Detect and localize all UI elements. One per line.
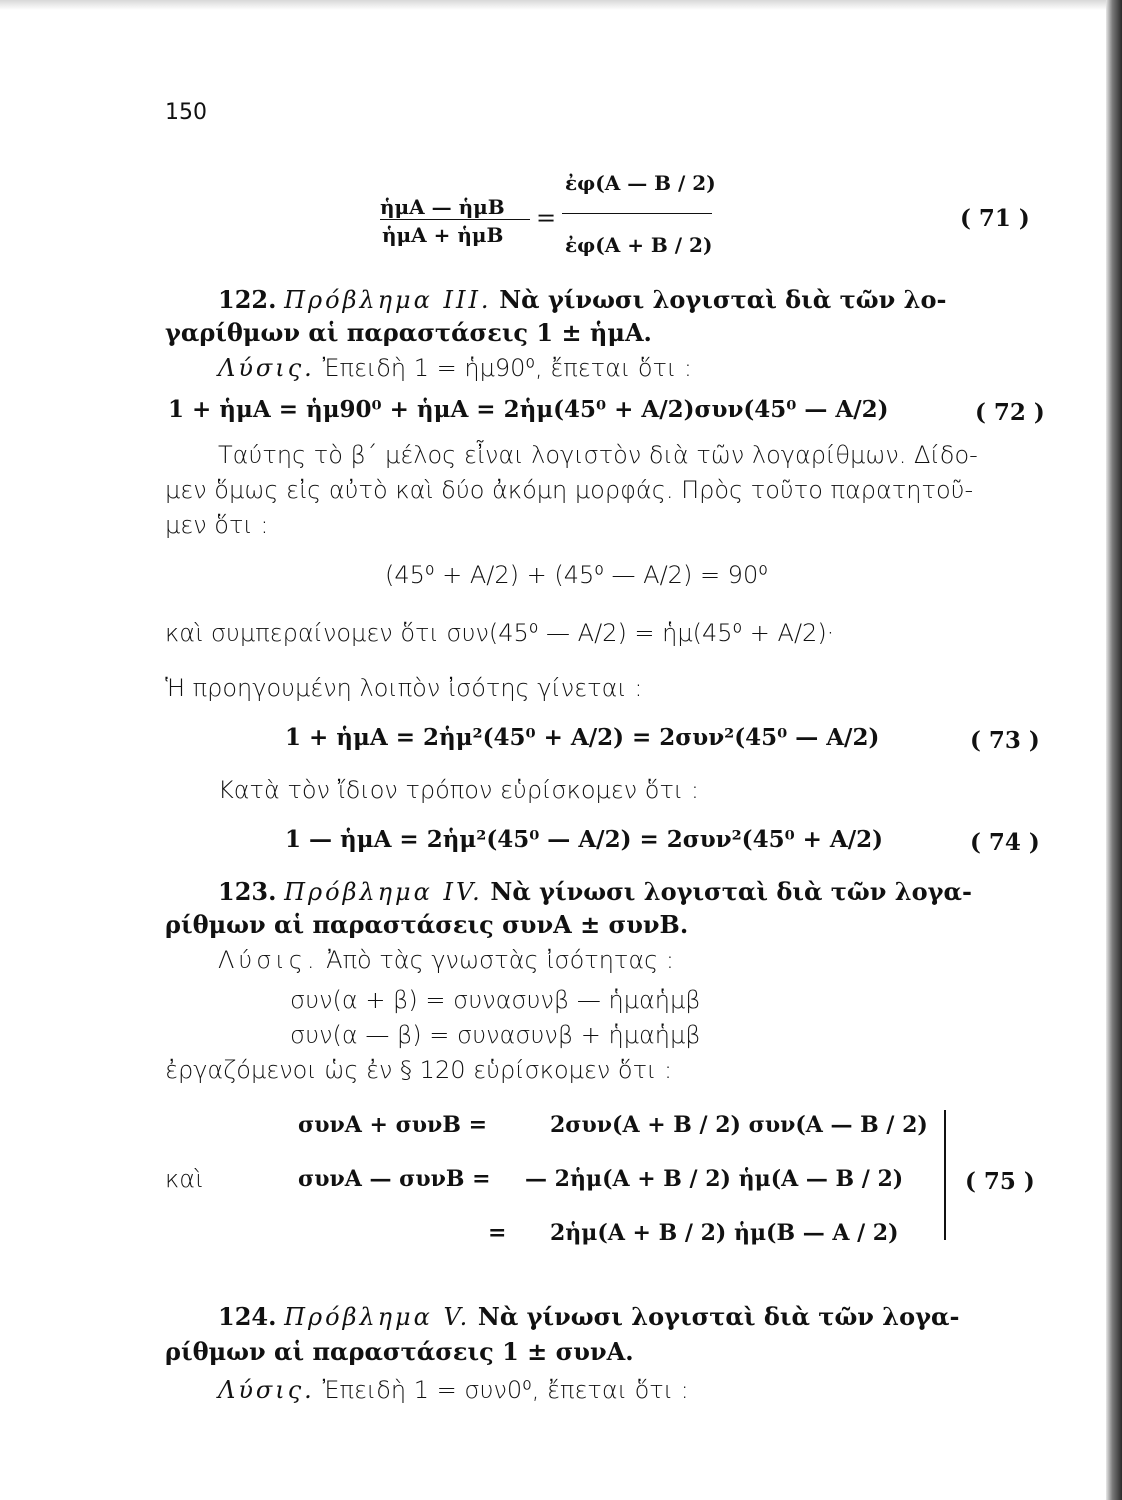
problem-123-number: 123. xyxy=(218,877,277,906)
eq75-row1-rhs: 2συν(Α + Β / 2) συν(Α — Β / 2) xyxy=(550,1112,928,1138)
eq73: 1 + ἡμΑ = 2ἡμ²(45⁰ + Α/2) = 2συν²(45⁰ — Α/2) xyxy=(285,724,880,751)
eq72: 1 + ἡμΑ = ἡμ90⁰ + ἡμΑ = 2ἡμ(45⁰ + Α/2)συν(45⁰ — Α/2) xyxy=(168,396,889,423)
eq75-row2-lhs: συνΑ — συνΒ = xyxy=(298,1166,491,1192)
problem-123-header xyxy=(218,877,972,907)
eq75-row2-rhs: — 2ἡμ(Α + Β / 2) ἡμ(Α — Β / 2) xyxy=(525,1166,904,1192)
eq71-rhs-denominator: ἐφ(Α + Β / 2) xyxy=(565,233,713,257)
eq75-tag: ( 75 ) xyxy=(965,1168,1035,1195)
eq71-equals: = xyxy=(536,204,557,232)
problem-123-solution xyxy=(218,945,674,975)
problem-124-header xyxy=(218,1302,959,1332)
eq-angle-sum: (45⁰ + Α/2) + (45⁰ — Α/2) = 90⁰ xyxy=(385,561,768,589)
and-word: καὶ xyxy=(165,1165,204,1193)
problem-124-number: 124. xyxy=(218,1302,277,1331)
eq71-rhs-numerator: ἐφ(Α — Β / 2) xyxy=(565,171,716,195)
binding-edge xyxy=(1106,0,1122,1500)
eq71-lhs-denominator: ἡμΑ + ἡμΒ xyxy=(382,223,504,247)
problem-122-number: 122. xyxy=(218,285,277,314)
eq73-tag: ( 73 ) xyxy=(970,727,1040,754)
working-line: ἐργαζόμενοι ὡς ἐν § 120 εὑρίσκομεν ὅτι : xyxy=(165,1056,673,1084)
solution-text: Ἀπὸ τὰς γνωστὰς ἰσότητας : xyxy=(326,946,674,974)
paragraph-line-1: Ταύτης τὸ β΄ μέλος εἶναι λογιστὸν διὰ τῶν λογαρίθμων. Δίδο- xyxy=(218,441,978,469)
problem-122-header xyxy=(218,285,946,315)
problem-122-label: Πρόβλημα ΙΙΙ. xyxy=(284,286,492,314)
solution-label: Λύσις. xyxy=(218,1376,315,1404)
same-way-line: Κατὰ τὸν ἴδιον τρόπον εὑρίσκομεν ὅτι : xyxy=(218,776,699,804)
eq71-tag: ( 71 ) xyxy=(960,205,1030,232)
conclusion-line: καὶ συμπεραίνομεν ὅτι συν(45⁰ — Α/2) = ἡμ(45⁰ + Α/2)· xyxy=(165,619,835,647)
problem-122-title: Νὰ γίνωσι λογισταὶ διὰ τῶν λο- xyxy=(499,285,947,314)
problem-123-title-cont: ρίθμων αἱ παραστάσεις συνΑ ± συνΒ. xyxy=(165,910,689,939)
problem-124-solution xyxy=(218,1375,689,1405)
problem-122-solution xyxy=(218,353,692,383)
eq75-row1-lhs: συνΑ + συνΒ = xyxy=(298,1112,488,1138)
eq75-row3-rhs: 2ἡμ(Α + Β / 2) ἡμ(Β — Α / 2) xyxy=(550,1220,899,1246)
eq72-tag: ( 72 ) xyxy=(975,399,1045,426)
previous-equality-line: Ἡ προηγουμένη λοιπὸν ἰσότης γίνεται : xyxy=(165,674,643,702)
page-number: 150 xyxy=(165,100,207,125)
problem-124-label: Πρόβλημα V. xyxy=(284,1303,471,1331)
problem-124-title-cont: ρίθμων αἱ παραστάσεις 1 ± συνΑ. xyxy=(165,1337,634,1366)
problem-122-title-cont: γαρίθμων αἱ παραστάσεις 1 ± ἡμΑ. xyxy=(165,318,652,347)
eq75-brace xyxy=(934,1110,946,1240)
paragraph-line-2: μεν ὅμως εἰς αὐτὸ καὶ δύο ἀκόμη μορφάς. Πρὸς τοῦτο παρατητοῦ- xyxy=(165,476,974,504)
identity-2: συν(α — β) = συνασυνβ + ἡμαἡμβ xyxy=(290,1021,701,1049)
solution-text: Ἐπειδὴ 1 = ἡμ90⁰, ἔπεται ὅτι : xyxy=(322,354,692,382)
page-shadow-top xyxy=(0,0,1122,10)
eq71-lhs-numerator: ἡμΑ — ἡμΒ xyxy=(380,195,505,219)
eq74-tag: ( 74 ) xyxy=(970,829,1040,856)
eq71-rhs-bar xyxy=(562,213,712,214)
solution-label: Λύσις. xyxy=(218,946,319,974)
problem-123-title: Νὰ γίνωσι λογισταὶ διὰ τῶν λογα- xyxy=(490,877,972,906)
eq74: 1 — ἡμΑ = 2ἡμ²(45⁰ — Α/2) = 2συν²(45⁰ + Α/2) xyxy=(285,826,884,853)
identity-1: συν(α + β) = συνασυνβ — ἡμαἡμβ xyxy=(290,986,701,1014)
problem-124-title: Νὰ γίνωσι λογισταὶ διὰ τῶν λογα- xyxy=(477,1302,960,1331)
problem-123-label: Πρόβλημα ΙV. xyxy=(284,878,483,906)
paragraph-line-3: μεν ὅτι : xyxy=(165,511,269,539)
eq75-row3-lhs: = xyxy=(488,1220,507,1246)
solution-label: Λύσις. xyxy=(218,354,315,382)
solution-text: Ἐπειδὴ 1 = συν0⁰, ἔπεται ὅτι : xyxy=(322,1376,689,1404)
